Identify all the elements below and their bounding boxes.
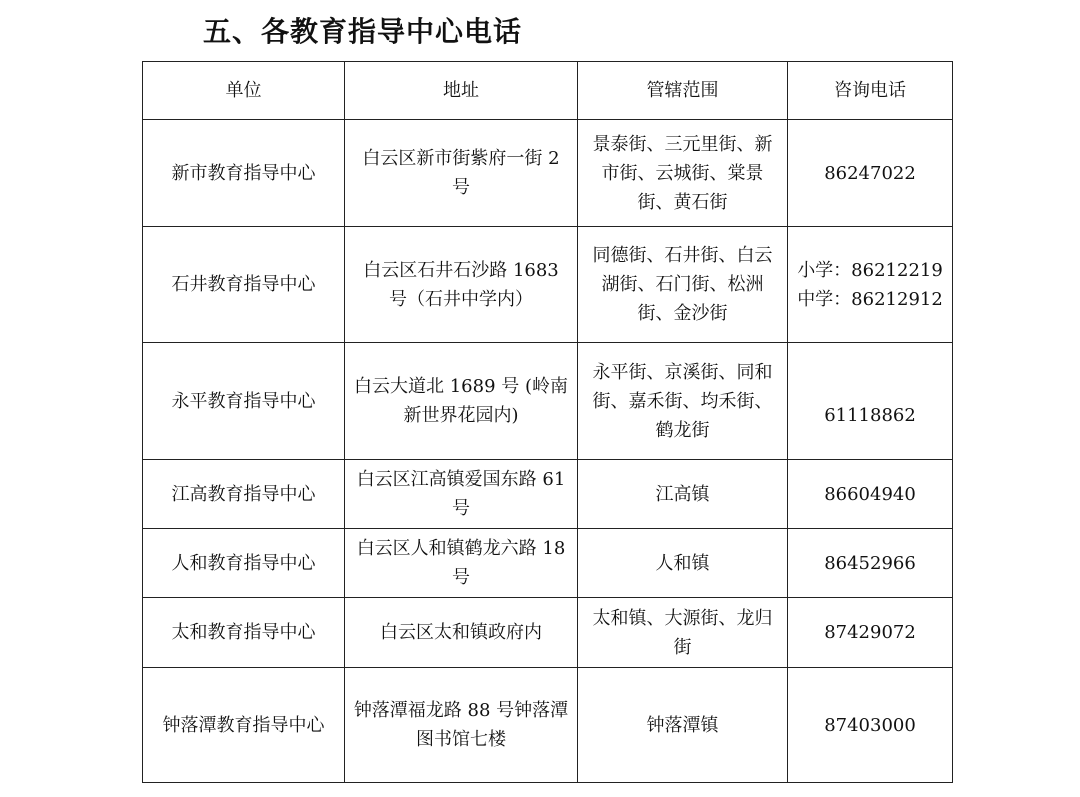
table-row bbox=[143, 598, 953, 668]
cell-address: 钟落潭福龙路 88 号钟落潭图书馆七楼 bbox=[345, 668, 578, 783]
page-title: 五、各教育指导中心电话 bbox=[203, 15, 523, 48]
table-row bbox=[143, 529, 953, 598]
cell-unit: 钟落潭教育指导中心 bbox=[143, 668, 345, 783]
cell-range: 景泰街、三元里街、新市街、云城街、棠景街、黄石街 bbox=[578, 120, 788, 227]
phone-number: 87403000 bbox=[824, 714, 916, 736]
table-row bbox=[143, 460, 953, 529]
phone-number: 61118862 bbox=[824, 404, 916, 426]
cell-range: 同德街、石井街、白云湖街、石门街、松洲街、金沙街 bbox=[578, 227, 788, 343]
cell-range: 永平街、京溪街、同和街、嘉禾街、均禾街、鹤龙街 bbox=[578, 343, 788, 460]
phone-number: 87429072 bbox=[824, 622, 916, 643]
table-header-row bbox=[143, 62, 953, 120]
phone-number: 小学：86212219 bbox=[797, 259, 943, 281]
cell-phone bbox=[788, 668, 953, 783]
cell-address: 白云区太和镇政府内 bbox=[345, 598, 578, 668]
table-row bbox=[143, 120, 953, 227]
cell-phone bbox=[788, 227, 953, 343]
cell-address: 白云区石井石沙路 1683 号（石井中学内） bbox=[345, 227, 578, 343]
cell-range: 钟落潭镇 bbox=[578, 668, 788, 783]
cell-address: 白云大道北 1689 号 (岭南新世界花园内) bbox=[345, 343, 578, 460]
cell-range: 人和镇 bbox=[578, 529, 788, 598]
table-row bbox=[143, 227, 953, 343]
cell-range: 江高镇 bbox=[578, 460, 788, 529]
header-address: 地址 bbox=[345, 62, 578, 120]
cell-phone bbox=[788, 343, 953, 460]
cell-phone bbox=[788, 120, 953, 227]
table-row bbox=[143, 668, 953, 783]
header-range: 管辖范围 bbox=[578, 62, 788, 120]
cell-unit: 人和教育指导中心 bbox=[143, 529, 345, 598]
education-centers-table bbox=[142, 61, 953, 783]
cell-address: 白云区江高镇爱国东路 61 号 bbox=[345, 460, 578, 529]
cell-unit: 石井教育指导中心 bbox=[143, 227, 345, 343]
cell-range: 太和镇、大源街、龙归街 bbox=[578, 598, 788, 668]
header-unit: 单位 bbox=[143, 62, 345, 120]
cell-unit: 江高教育指导中心 bbox=[143, 460, 345, 529]
cell-unit: 新市教育指导中心 bbox=[143, 120, 345, 227]
phone-number: 86604940 bbox=[824, 483, 916, 505]
cell-unit: 永平教育指导中心 bbox=[143, 343, 345, 460]
cell-phone bbox=[788, 460, 953, 529]
cell-phone bbox=[788, 598, 953, 668]
cell-address: 白云区新市街紫府一街 2 号 bbox=[345, 120, 578, 227]
header-phone: 咨询电话 bbox=[788, 62, 953, 120]
phone-number: 86452966 bbox=[824, 552, 916, 574]
phone-number: 86247022 bbox=[824, 162, 916, 184]
cell-phone bbox=[788, 529, 953, 598]
phone-number: 中学：86212912 bbox=[797, 288, 943, 310]
table-row bbox=[143, 343, 953, 460]
cell-unit: 太和教育指导中心 bbox=[143, 598, 345, 668]
cell-address: 白云区人和镇鹤龙六路 18 号 bbox=[345, 529, 578, 598]
